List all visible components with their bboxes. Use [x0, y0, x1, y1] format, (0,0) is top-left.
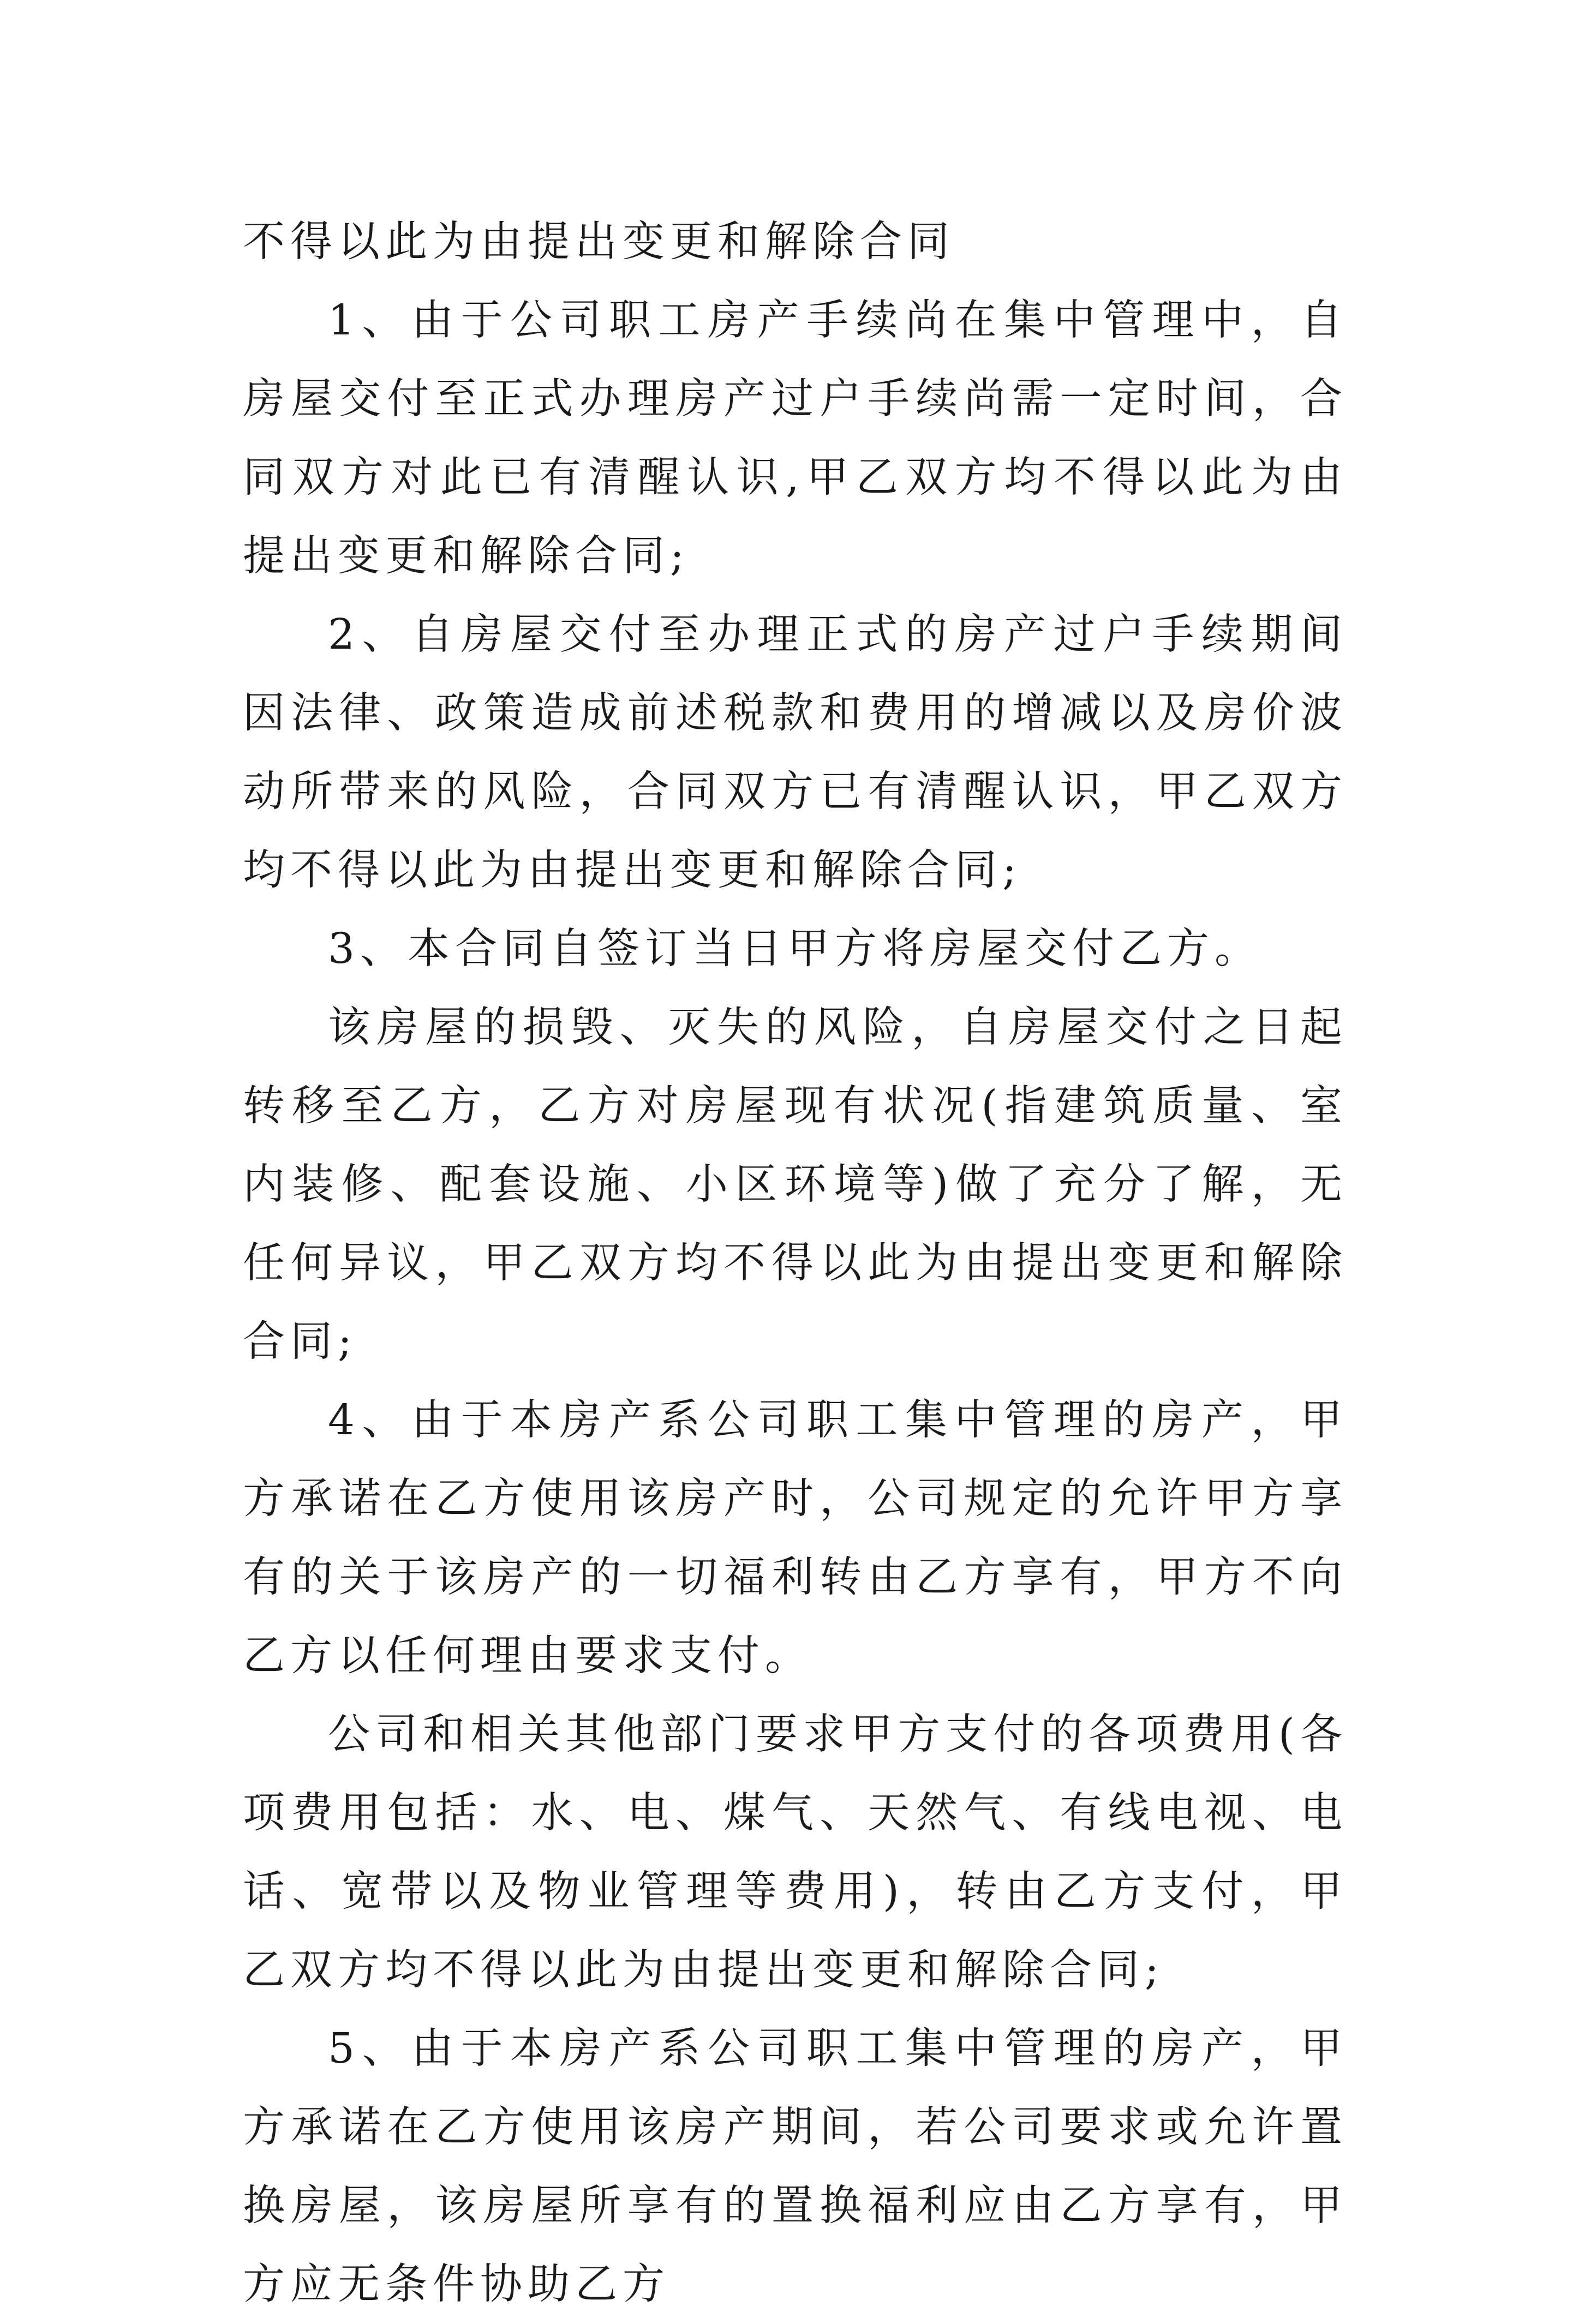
paragraph-clause-1: 1、由于公司职工房产手续尚在集中管理中，自房屋交付至正式办理房产过户手续尚需一定时间，合同双方对此已有清醒认识,甲乙双方均不得以此为由提出变更和解除合同; [243, 296, 1348, 580]
paragraph-clause-5: 5、由于本房产系公司职工集中管理的房产，甲方承诺在乙方使用该房产期间，若公司要求或允许置换房屋，该房屋所享有的置换福利应由乙方享有，甲方应无条件协助乙方 [243, 2024, 1348, 2309]
paragraph-fees: 公司和相关其他部门要求甲方支付的各项费用(各项费用包括：水、电、煤气、天然气、有线电视、电话、宽带以及物业管理等费用)，转由乙方支付，甲乙双方均不得以此为由提出变更和解除合同; [243, 1710, 1348, 1994]
paragraph-clause-3: 3、本合同自签订当日甲方将房屋交付乙方。 [328, 925, 1262, 973]
paragraph-clause-4: 4、由于本房产系公司职工集中管理的房产，甲方承诺在乙方使用该房产时，公司规定的允许甲方享有的关于该房产的一切福利转由乙方享有，甲方不向乙方以任何理由要求支付。 [243, 1396, 1348, 1680]
paragraph-risk-transfer: 该房屋的损毁、灭失的风险，自房屋交付之日起转移至乙方，乙方对房屋现有状况(指建筑质量、室内装修、配套设施、小区环境等)做了充分了解，无任何异议，甲乙双方均不得以此为由提出变更和解除合同; [243, 1003, 1348, 1366]
paragraph-clause-2: 2、自房屋交付至办理正式的房产过户手续期间因法律、政策造成前述税款和费用的增减以及房价波动所带来的风险，合同双方已有清醒认识，甲乙双方均不得以此为由提出变更和解除合同; [243, 610, 1348, 895]
paragraph-continuation: 不得以此为由提出变更和解除合同 [243, 218, 955, 266]
document-body [243, 203, 1348, 2324]
